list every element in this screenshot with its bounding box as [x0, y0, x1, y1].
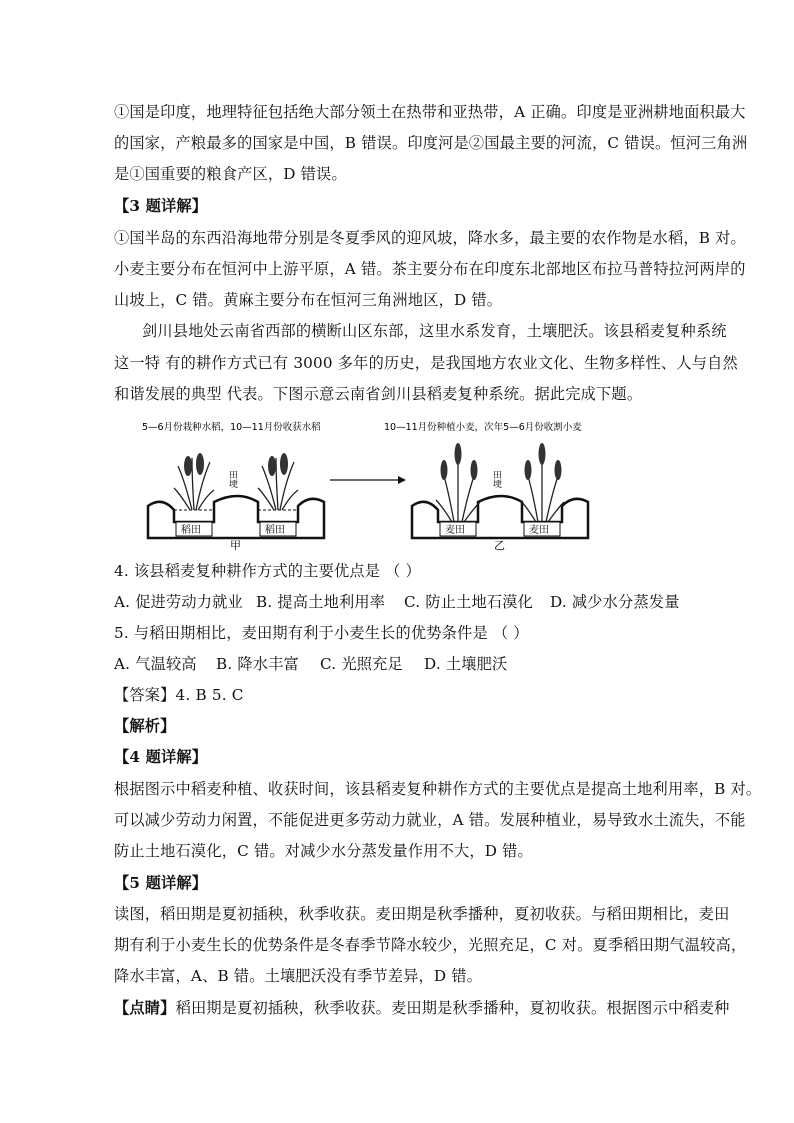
option-a: A. 促进劳动力就业	[114, 593, 243, 611]
analysis-heading: 【解析】	[114, 717, 176, 735]
question-5-options	[114, 654, 684, 674]
question-4: 4. 该县稻麦复种耕作方式的主要优点是 （ ）	[114, 562, 421, 580]
question-4-options	[114, 592, 684, 612]
ridge-label: 田埂	[491, 470, 501, 488]
highlight-label: 【点睛】	[114, 999, 176, 1017]
field-label: 稻田	[181, 525, 201, 536]
text-line: 小麦主要分布在恒河中上游平原，A 错。茶主要分布在印度东北部地区布拉马普特拉河两岸的	[114, 260, 746, 278]
option-d: D. 减少水分蒸发量	[550, 593, 680, 611]
text-line: 的国家，产粮最多的国家是中国，B 错误。印度河是②国最主要的河流，C 错误。恒河三角洲	[114, 134, 748, 152]
field-label: 麦田	[445, 525, 465, 536]
text-line: ①国半岛的东西沿海地带分别是冬夏季风的迎风坡，降水多，最主要的农作物是水稻，B 对。	[114, 229, 746, 247]
left-panel	[142, 421, 324, 552]
field-label: 稻田	[265, 525, 285, 536]
text-line: 和谐发展的典型 代表。下图示意云南省剑川县稻麦复种系统。据此完成下题。	[114, 385, 643, 403]
highlight-text: 稻田期是夏初插秧，秋季收获。麦田期是秋季播种，夏初收获。根据图示中稻麦种	[175, 999, 730, 1017]
option-b: B. 降水丰富	[216, 655, 299, 673]
text-line: 剑川县地处云南省西部的横断山区东部，这里水系发育，土壤肥沃。该县稻麦复种系统	[142, 322, 727, 340]
panel-label-jia: 甲	[230, 539, 241, 552]
field-label: 麦田	[529, 525, 549, 536]
right-caption: 10—11月份种植小麦，次年5—6月份收割小麦	[384, 422, 582, 433]
option-d: D. 土壤肥沃	[424, 655, 508, 673]
option-b: B. 提高土地利用率	[256, 593, 386, 611]
section-heading: 【3 题详解】	[114, 197, 208, 215]
text-line: 期有利于小麦生长的优势条件是冬春季节降水较少，光照充足，C 对。夏季稻田期气温较高，	[114, 936, 747, 954]
text-line: 根据图示中稻麦种植、收获时间，该县稻麦复种耕作方式的主要优点是提高土地利用率，B 对。	[114, 780, 762, 798]
text-line: 读图，稻田期是夏初插秧，秋季收获。麦田期是秋季播种，夏初收获。与稻田期相比，麦田	[114, 905, 730, 923]
question-5: 5. 与稻田期相比，麦田期有利于小麦生长的优势条件是 （ ）	[114, 624, 529, 642]
text-line: 降水丰富，A、B 错。土壤肥沃没有季节差异，D 错。	[114, 967, 483, 985]
ridge-label: 田埂	[227, 470, 237, 488]
option-a: A. 气温较高	[114, 655, 197, 673]
rice-wheat-figure	[140, 418, 610, 550]
text-line: 防止土地石漠化，C 错。对减少水分蒸发量作用不大，D 错。	[114, 842, 533, 860]
left-caption: 5—6月份栽种水稻，10—11月份收获水稻	[142, 422, 321, 433]
text-line: 山坡上，C 错。黄麻主要分布在恒河三角洲地区，D 错。	[114, 291, 503, 309]
text-line: 可以减少劳动力闲置，不能促进更多劳动力就业，A 错。发展种植业，易导致水土流失，不能	[114, 811, 746, 829]
section-heading: 【4 题详解】	[114, 748, 208, 766]
option-c: C. 光照充足	[320, 655, 403, 673]
text-line: 这一特 有的耕作方式已有 3000 多年的历史，是我国地方农业文化、生物多样性、人与自然	[114, 354, 738, 372]
answer-line: 【答案】4. B 5. C	[114, 686, 244, 704]
text-line: 是①国重要的粮食产区，D 错误。	[114, 165, 347, 183]
option-c: C. 防止土地石漠化	[404, 593, 534, 611]
arrow	[330, 476, 406, 484]
section-heading: 【5 题详解】	[114, 874, 208, 892]
panel-label-yi: 乙	[494, 539, 505, 552]
text-line: ①国是印度，地理特征包括绝大部分领土在热带和亚热带，A 正确。印度是亚洲耕地面积最大	[114, 103, 746, 121]
highlight-line	[114, 998, 730, 1018]
right-panel	[384, 421, 588, 552]
